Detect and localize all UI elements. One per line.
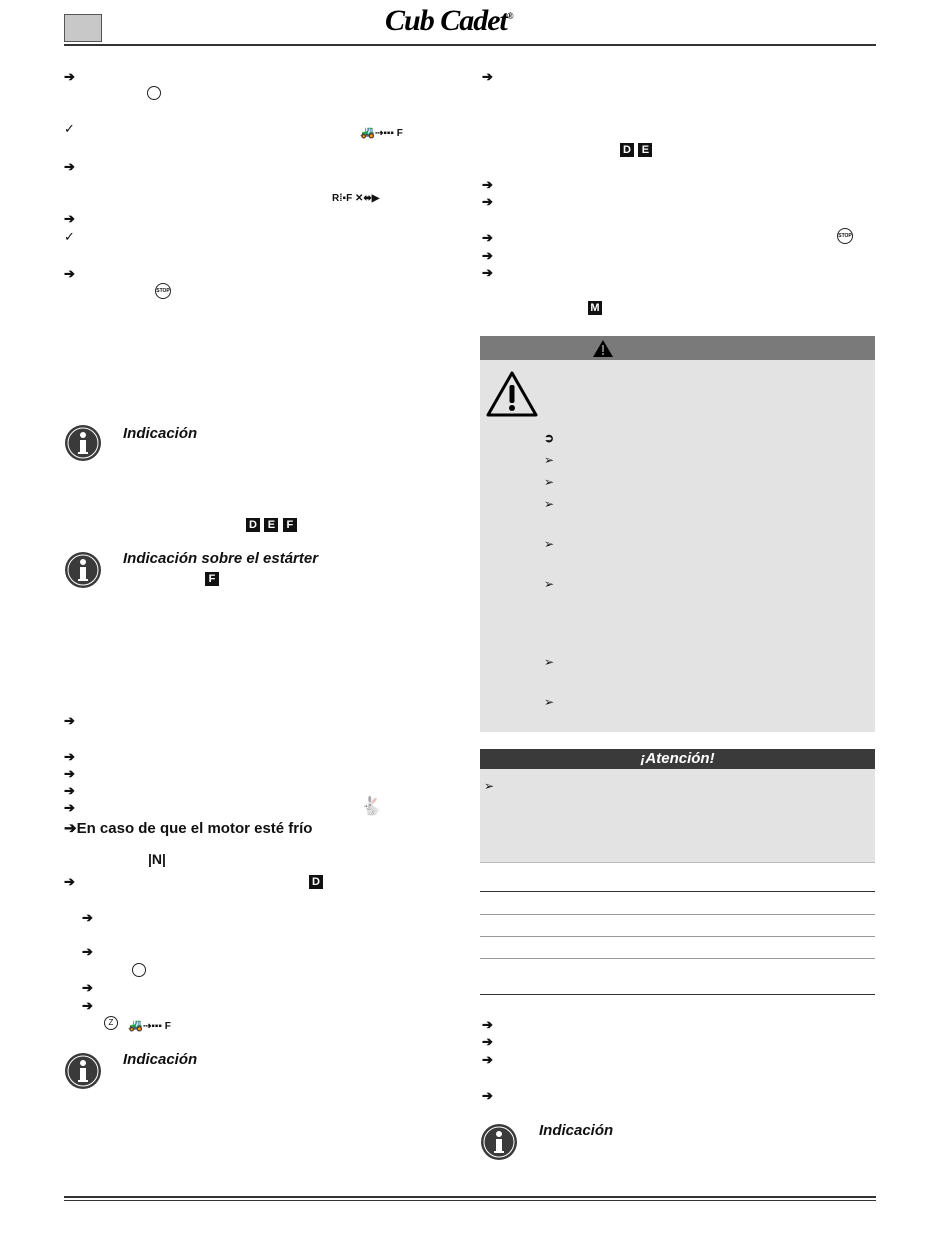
bullet-icon: ➢ — [544, 537, 555, 551]
tractor-speed-icon: 🚜⇢▪▪▪ F — [128, 1018, 171, 1032]
arrow-icon: ➔ — [64, 874, 75, 889]
figure-ref-d: D — [309, 875, 323, 889]
ignition-knob-icon — [132, 963, 146, 977]
timer-knob-icon: Z — [104, 1016, 118, 1030]
warning-header — [480, 336, 875, 360]
table-rule — [480, 914, 875, 915]
arrow-icon: ➔ — [482, 248, 493, 263]
cold-motor-line: ➔En caso de que el motor esté frío — [64, 820, 313, 837]
arrow-icon: ➔ — [482, 1017, 493, 1032]
tractor-speed-icon: 🚜⇢▪▪▪ F — [360, 125, 403, 139]
table-rule — [480, 862, 875, 863]
rabbit-icon: 🐇 — [360, 796, 383, 816]
bullet-icon: ➢ — [544, 453, 555, 467]
right-arrow-icon: ➲ — [544, 431, 555, 445]
arrow-icon: ➔ — [82, 910, 93, 925]
arrow-icon: ➔ — [482, 177, 493, 192]
info-title: Indicación — [539, 1122, 614, 1139]
choke-icon: |N| — [148, 851, 166, 867]
arrow-icon: ➔ — [64, 713, 75, 728]
figure-refs: D E F — [246, 515, 297, 533]
bullet-icon: ➢ — [484, 779, 495, 793]
cold-motor-text: En caso de que el motor esté frío — [76, 820, 313, 837]
warning-small-icon — [592, 339, 614, 358]
arrow-icon: ➔ — [82, 980, 93, 995]
arrow-icon: ➔ — [64, 266, 75, 281]
info-icon — [64, 424, 102, 462]
info-title: Indicación — [123, 1051, 198, 1068]
arrow-icon: ➔ — [82, 944, 93, 959]
ignition-knob-icon — [147, 86, 161, 100]
brand-name: Cub Cadet — [385, 4, 507, 37]
arrow-icon: ➔ — [64, 766, 75, 781]
choke-info-title: Indicación sobre el estárter — [123, 550, 319, 567]
arrow-icon: ➔ — [482, 1052, 493, 1067]
table-rule — [480, 994, 875, 995]
info-title: Indicación — [123, 425, 198, 442]
warning-triangle-icon — [486, 370, 538, 418]
check-icon: ✓ — [64, 229, 75, 244]
stop-knob-icon: STOP — [837, 228, 853, 244]
figure-ref-m: M — [588, 301, 602, 315]
header-rule — [64, 44, 876, 46]
arrow-icon: ➔ — [482, 265, 493, 280]
bullet-icon: ➢ — [544, 577, 555, 591]
page-number-box — [64, 14, 102, 42]
info-icon — [480, 1123, 518, 1161]
table-rule — [480, 936, 875, 937]
bullet-icon: ➢ — [544, 497, 555, 511]
bullet-icon: ➢ — [544, 475, 555, 489]
arrow-icon: ➔ — [82, 998, 93, 1013]
info-icon — [64, 551, 102, 589]
arrow-icon: ➔ — [482, 194, 493, 209]
arrow-icon: ➔ — [64, 783, 75, 798]
warning-box — [480, 336, 875, 732]
arrow-icon: ➔ — [64, 749, 75, 764]
table-rule — [480, 891, 875, 892]
arrow-icon: ➔ — [482, 69, 493, 84]
arrow-icon: ➔ — [64, 159, 75, 174]
check-icon: ✓ — [64, 121, 75, 136]
stop-knob-icon: STOP — [155, 283, 171, 299]
attention-box — [480, 769, 875, 862]
info-icon — [64, 1052, 102, 1090]
arrow-icon: ➔ — [64, 69, 75, 84]
registered-mark: ® — [506, 11, 513, 21]
arrow-icon: ➔ — [482, 1034, 493, 1049]
figure-refs: D E — [620, 140, 652, 158]
arrow-icon: ➔ — [64, 211, 75, 226]
arrow-icon: ➔ — [64, 800, 75, 815]
arrow-icon: ➔ — [482, 1088, 493, 1103]
bullet-icon: ➢ — [544, 655, 555, 669]
footer-rule — [64, 1200, 876, 1201]
mower-reverse-icon: R⁞▪F ✕⬌▶ — [332, 193, 380, 204]
attention-header: ¡Atención! — [480, 749, 875, 769]
bullet-icon: ➢ — [544, 695, 555, 709]
footer-rule — [64, 1196, 876, 1198]
figure-ref-f: F — [205, 572, 219, 586]
arrow-icon: ➔ — [482, 230, 493, 245]
brand-logo — [385, 4, 513, 38]
table-rule — [480, 958, 875, 959]
